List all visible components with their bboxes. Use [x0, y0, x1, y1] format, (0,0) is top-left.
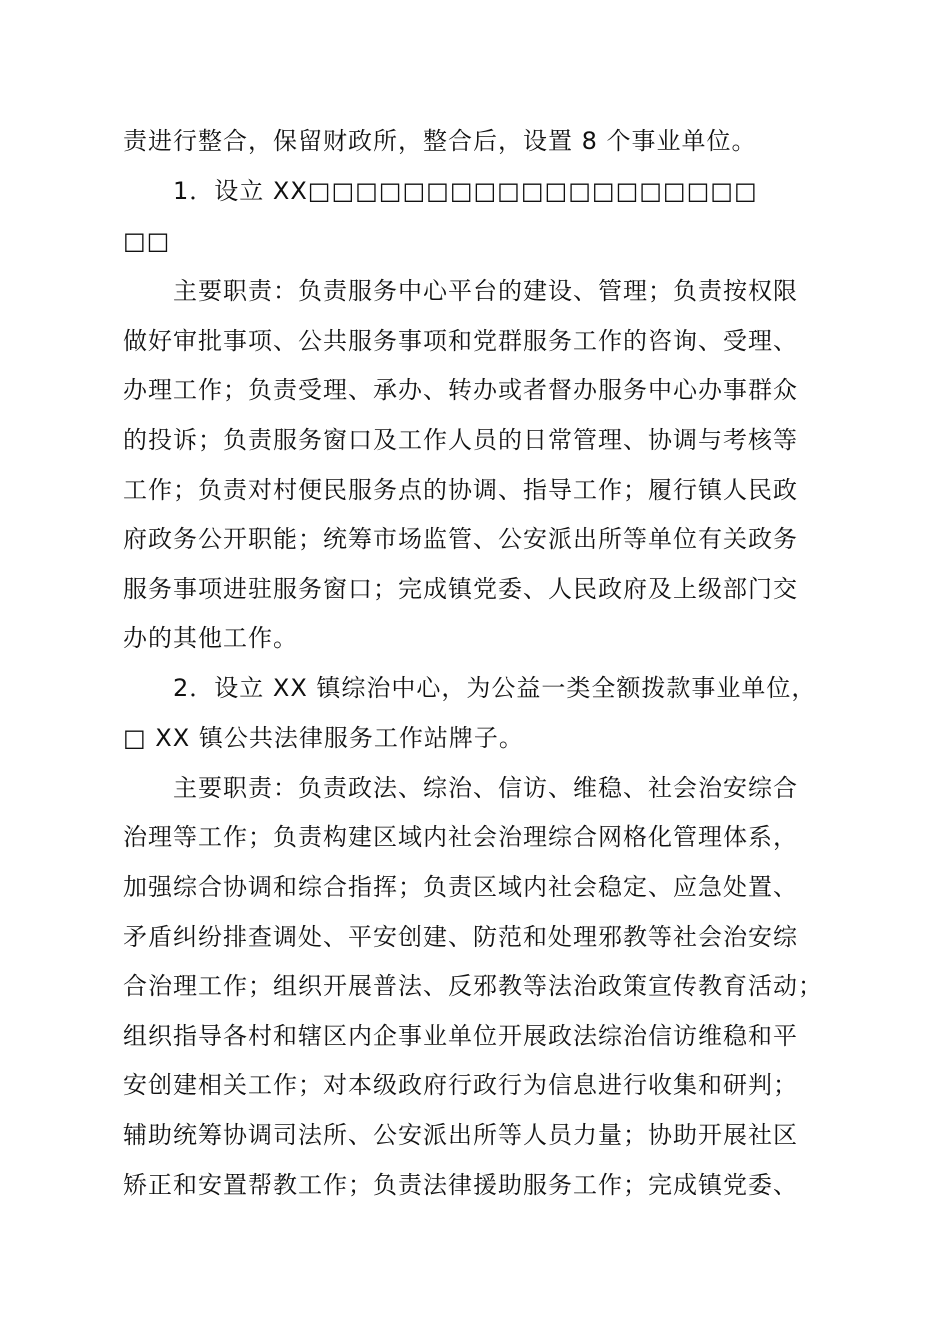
text-line: □□ [123, 227, 171, 255]
text-line: 矛盾纠纷排查调处、平安创建、防范和处理邪教等社会治安综 [123, 923, 798, 951]
paragraph-start: 主要职责：负责政法、综治、信访、维稳、社会治安综合 [173, 774, 798, 802]
section-heading: 1．设立 XX□□□□□□□□□□□□□□□□□□□ [173, 177, 758, 205]
text-line: 做好审批事项、公共服务事项和党群服务工作的咨询、受理、 [123, 327, 798, 355]
text-line: 责进行整合，保留财政所，整合后，设置 8 个事业单位。 [123, 127, 757, 155]
text-line: 办的其他工作。 [123, 624, 298, 652]
text-line: 辅助统筹协调司法所、公安派出所等人员力量；协助开展社区 [123, 1121, 798, 1149]
text-line: 组织指导各村和辖区内企事业单位开展政法综治信访维稳和平 [123, 1022, 798, 1050]
section-heading: 2．设立 XX 镇综治中心，为公益一类全额拨款事业单位， [173, 674, 817, 702]
text-line: 安创建相关工作；对本级政府行政行为信息进行收集和研判； [123, 1071, 798, 1099]
text-line: □ XX 镇公共法律服务工作站牌子。 [123, 724, 524, 752]
text-line: 办理工作；负责受理、承办、转办或者督办服务中心办事群众 [123, 376, 798, 404]
text-line: 治理等工作；负责构建区域内社会治理综合网格化管理体系， [123, 823, 798, 851]
text-line: 府政务公开职能；统筹市场监管、公安派出所等单位有关政务 [123, 525, 798, 553]
text-line: 工作；负责对村便民服务点的协调、指导工作；履行镇人民政 [123, 476, 798, 504]
text-line: 的投诉；负责服务窗口及工作人员的日常管理、协调与考核等 [123, 426, 798, 454]
paragraph-start: 主要职责：负责服务中心平台的建设、管理；负责按权限 [173, 277, 798, 305]
text-line: 矫正和安置帮教工作；负责法律援助服务工作；完成镇党委、 [123, 1171, 798, 1199]
text-line: 服务事项进驻服务窗口；完成镇党委、人民政府及上级部门交 [123, 575, 798, 603]
text-line: 加强综合协调和综合指挥；负责区域内社会稳定、应急处置、 [123, 873, 798, 901]
text-line: 合治理工作；组织开展普法、反邪教等法治政策宣传教育活动； [123, 972, 823, 1000]
